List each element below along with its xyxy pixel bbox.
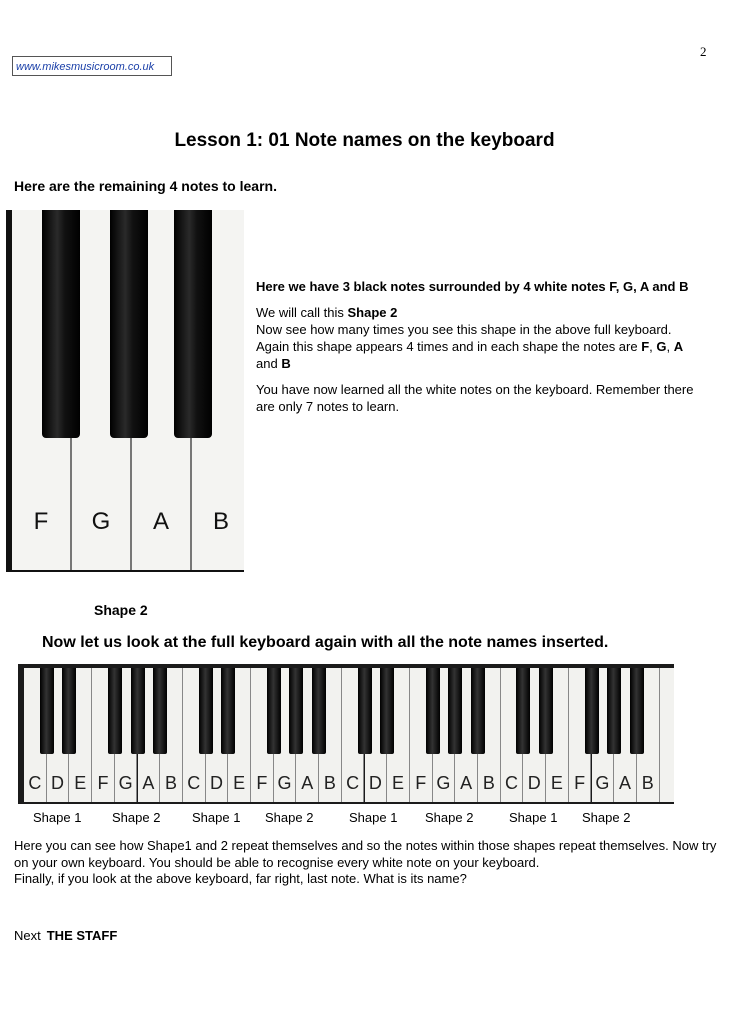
black-key <box>380 668 394 754</box>
key-label: B <box>482 773 495 793</box>
key-label: A <box>619 773 632 793</box>
next-label: Next <box>14 928 41 943</box>
key-label: G <box>118 773 133 793</box>
black-key <box>358 668 372 754</box>
shape-label: Shape 1 <box>33 810 82 825</box>
shape-label: Shape 1 <box>192 810 241 825</box>
key-label: G <box>91 508 111 535</box>
key-label: A <box>152 508 169 535</box>
key-label: D <box>527 773 541 793</box>
black-key <box>62 668 76 754</box>
next-link[interactable]: THE STAFF <box>46 928 118 943</box>
black-key <box>289 668 303 754</box>
key-label: F <box>574 773 586 793</box>
key-label: G <box>595 773 610 793</box>
intro-text: Here are the remaining 4 notes to learn. <box>14 178 277 194</box>
black-key <box>630 668 644 754</box>
key-label: D <box>209 773 223 793</box>
summary-paragraph: Here you can see how Shape1 and 2 repeat themselves and so the notes within those shapes repeat themselves. Now try on your own keyboard. You should be able to recognise every white note on your keyboard. <box>14 838 717 870</box>
shape2-intro-text: Here we have 3 black notes surrounded by 4 white notes F, G, A and B <box>256 279 689 294</box>
summary-text <box>14 838 719 888</box>
black-key <box>607 668 621 754</box>
shape-label: Shape 2 <box>112 810 161 825</box>
site-link[interactable]: www.mikesmusicroom.co.uk <box>12 56 172 76</box>
black-key <box>471 668 485 754</box>
key-label: A <box>460 773 473 793</box>
black-key <box>110 210 148 438</box>
shape-label: Shape 2 <box>265 810 314 825</box>
black-key <box>267 668 281 754</box>
page-title: Lesson 1: 01 Note names on the keyboard <box>174 130 555 151</box>
black-key <box>40 668 54 754</box>
key-label: D <box>368 773 382 793</box>
shape2-description <box>256 278 706 424</box>
white-key-partial <box>660 668 674 802</box>
black-key <box>108 668 122 754</box>
page-number: 2 <box>700 44 707 59</box>
key-label: A <box>301 773 314 793</box>
black-key <box>221 668 235 754</box>
key-label: F <box>97 773 109 793</box>
key-label: F <box>33 508 49 535</box>
shape2-keyboard-image <box>6 210 244 572</box>
black-key <box>199 668 213 754</box>
black-key <box>426 668 440 754</box>
key-label: E <box>74 773 87 793</box>
black-key <box>539 668 553 754</box>
full-keyboard-heading: Now let us look at the full keyboard again with all the note names inserted. <box>42 634 609 651</box>
key-label: D <box>51 773 65 793</box>
shape-label: Shape 2 <box>582 810 631 825</box>
black-key <box>312 668 326 754</box>
key-label: G <box>277 773 292 793</box>
black-key <box>42 210 80 438</box>
question-paragraph: Finally, if you look at the above keyboard, far right, last note. What is its name? <box>14 871 467 886</box>
black-key <box>131 668 145 754</box>
key-label: B <box>323 773 336 793</box>
shape-label: Shape 1 <box>349 810 398 825</box>
full-keyboard-image <box>18 664 674 804</box>
shape2-explanation: We will call this Shape 2 Now see how many times you see this shape in the above full keyboard. Again this shape appears 4 times and in each shape the notes are F, G, A and B <box>256 305 684 371</box>
key-label: C <box>346 773 360 793</box>
key-label: C <box>505 773 519 793</box>
key-label: F <box>256 773 268 793</box>
key-label: C <box>187 773 201 793</box>
key-label: B <box>641 773 654 793</box>
black-key <box>516 668 530 754</box>
next-nav <box>14 928 117 943</box>
black-key <box>448 668 462 754</box>
black-key <box>174 210 212 438</box>
key-label: B <box>165 773 178 793</box>
key-label: A <box>142 773 155 793</box>
key-label: E <box>550 773 563 793</box>
learned-notes-text: You have now learned all the white notes on the keyboard. Remember there are only 7 notes to learn. <box>256 382 694 414</box>
black-key <box>585 668 599 754</box>
key-label: G <box>436 773 451 793</box>
key-label: E <box>392 773 405 793</box>
shape-label: Shape 1 <box>509 810 558 825</box>
key-label: C <box>28 773 42 793</box>
shape2-caption: Shape 2 <box>94 602 148 618</box>
key-label: F <box>415 773 427 793</box>
shape-label: Shape 2 <box>425 810 474 825</box>
key-label: E <box>233 773 246 793</box>
black-key <box>153 668 167 754</box>
key-label: B <box>212 508 229 535</box>
